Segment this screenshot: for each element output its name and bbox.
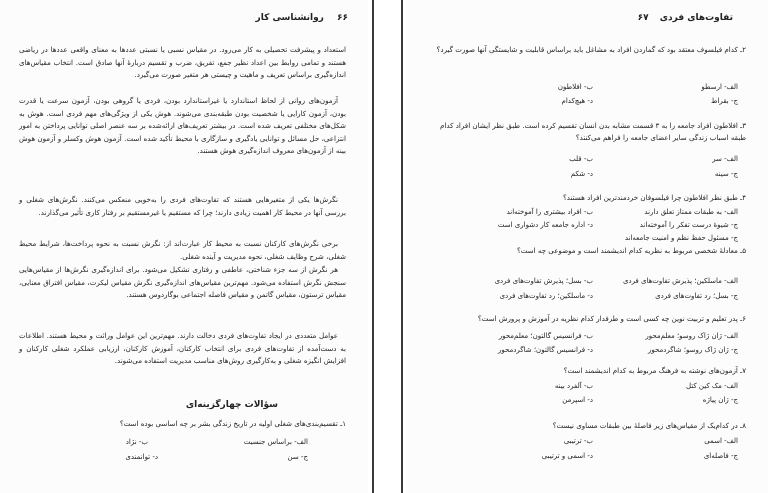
right-running-title: تفاوت‌های فردی — [659, 13, 733, 23]
option-a: الف- ژان ژاک روسو؛ معلم‌محور — [645, 332, 738, 340]
option-d: د- هیچ‌کدام — [561, 97, 593, 105]
option-a: الف- ارسطو — [701, 83, 738, 91]
option-d: د- توانمندی — [125, 453, 158, 461]
option-a: الف- به طبقات ممتاز تعلق دارند — [644, 208, 738, 216]
question-8: ۸ـ در کدام‌یک از مقیاس‌های زیر فاصلهٔ بین طبقات مساوی نیست؟ — [552, 421, 746, 430]
option-b: ب- قلب — [569, 155, 593, 163]
option-c: ج- بسل؛ رد تفاوت‌های فردی — [655, 292, 738, 300]
body-paragraph: عوامل متعددی در ایجاد تفاوت‌های فردی دخالت دارند. مهم‌ترین این عوامل وراثت و محیط هستند. اطلاعات به دست‌آمده از تفاوت‌های فردی برای انتخاب کارکنان، آموزش کارکنان، ارزیابی عملکرد شغلی کارکنان و افزایش انگیزه شغلی و به‌کارگیری روش‌های مناسب مدیریت استفاده می‌شوند. — [19, 331, 346, 365]
option-b: ب- افلاطون — [557, 83, 593, 91]
option-a: الف- اسمی — [704, 437, 738, 445]
body-paragraph: استعداد و پیشرفت تحصیلی به کار می‌رود. در مقیاس نسبی یا نسبتی عددها به معنای واقعی عددها در ریاضی هستند و تمامی روابط بین اعداد نظیر جمع، تفریق، ضرب و تقسیم دربارهٔ آنها صادق است. انتخاب مقیاس‌های اندازه‌گیری براساس تعریف و ماهیت و چیستی هر متغیر صورت می‌گیرد. — [19, 45, 346, 79]
body-paragraph: نگرش‌ها یکی از متغیرهایی هستند که تفاوت‌های فردی را به‌خوبی منعکس می‌کنند. نگرش‌های شغلی و بررسی آنها در محیط کار اهمیت زیادی دارند؛ چرا که مستقیم یا غیرمستقیم بر رفتار کاری تأثیر می‌گذارند. — [19, 195, 346, 217]
option-d: د- فرانسیس گالتون؛ شاگردمحور — [498, 346, 593, 354]
right-page-header — [638, 13, 733, 23]
option-b: ب- بسل؛ پذیرش تفاوت‌های فردی — [494, 277, 593, 285]
option-b: ب- آلفرد بینه — [554, 382, 593, 390]
question-4: ۴ـ طبق نظر افلاطون چرا فیلسوفان خردمندترین افراد هستند؟ — [563, 193, 746, 202]
question-7: ۷ـ آزمون‌های نوشته به فرهنگ مربوط به کدام اندیشمند است؟ — [563, 366, 746, 375]
left-running-title: روانشناسی کار — [255, 13, 324, 23]
section-title: سؤالات چهارگزینه‌ای — [185, 400, 278, 410]
option-b: ب- ترتیبی — [563, 437, 593, 445]
option-c: ج- شیوهٔ درست تفکر را آموخته‌اند — [639, 221, 738, 229]
option-d: د- اسپرمن — [562, 396, 593, 404]
option-d: د- اداره جامعه کار دشواری است — [497, 221, 593, 229]
option-e: ج- مسئول حفظ نظم و امنیت جامعه‌اند — [624, 234, 738, 242]
body-paragraph: برخی نگرش‌های کارکنان نسبت به محیط کار عبارت‌اند از: نگرش نسبت به نحوه پرداخت‌ها، شرایط محیط شغلی، شرح وظایف شغلی، نحوه مدیریت و آینده شغلی. — [19, 239, 346, 261]
question-3: ۳ـ افلاطون افراد جامعه را به ۳ قسمت مشابه بدن انسان تقسیم کرده است. طبق نظر ایشان افراد کدام طبقه اسباب زندگی سایر اعضای جامعه را فراهم می‌کنند؟ — [440, 121, 746, 143]
body-paragraph: آزمون‌های روانی از لحاظ استاندارد یا غیراستاندارد بودن، فردی یا گروهی بودن، آزمون سرعت یا قدرت بودن، آزمون کارایی یا شخصیت بودن طبقه‌بندی می‌شوند. هوش یکی از ویژگی‌های مهم فردی است. هوش به شکل‌های مختلفی تعریف شده است. در بیشتر تعریف‌های ارائه‌شده بر سه عنصر اصلی توانایی پرداختن به امور انتزاعی، حل مسائل و توانایی یادگیری و سازگاری با محیط تأکید شده است. آزمون هوش وکسلر و آزمون هوش بینه از آزمون‌های معروف اندازه‌گیری هوش هستند. — [19, 96, 346, 155]
question-6: ۶ـ پدر تعلیم و تربیت نوین چه کسی است و طرفدار کدام نظریه در آموزش و پرورش است؟ — [477, 314, 746, 323]
option-c: ج- سن — [287, 453, 308, 461]
left-page-number: ۶۶ — [337, 13, 348, 23]
option-b: ب- فرانسیس گالتون؛ معلم‌محور — [498, 332, 593, 340]
question-2: ۲ـ کدام فیلسوف معتقد بود که گماردن افراد به مشاغل باید براساس قابلیت و شایستگی آنها صورت گیرد؟ — [436, 45, 746, 54]
left-page — [0, 0, 368, 493]
option-d: د- شکم — [570, 170, 593, 178]
option-a: الف- ماسلکین؛ پذیرش تفاوت‌های فردی — [622, 277, 738, 285]
option-a: الف- مک کین کتل — [685, 382, 738, 390]
option-a: الف- براساس جنسیت — [243, 438, 308, 446]
question-5: ۵ـ معادلهٔ شخصی مربوط به نظریه کدام اندیشمند است و موضوعی چه است؟ — [516, 246, 746, 255]
option-c: ج- ژان ژاک روسو؛ شاگردمحور — [647, 346, 738, 354]
option-c: ج- فاصله‌ای — [703, 452, 738, 460]
option-c: ج- سینه — [714, 170, 738, 178]
page-edge-line — [401, 0, 403, 493]
right-page-number: ۶۷ — [637, 13, 649, 23]
option-d: د- ماسلکین؛ رد تفاوت‌های فردی — [499, 292, 593, 300]
right-page — [407, 0, 768, 493]
option-a: الف- سر — [712, 155, 738, 163]
question-1: ۱ـ تقسیم‌بندی‌های شغلی اولیه در تاریخ زندگی بشر بر چه اساسی بوده است؟ — [119, 419, 346, 428]
option-b: ب- نژاد — [125, 438, 148, 446]
book-gutter — [368, 0, 407, 493]
option-d: د- اسمی و ترتیبی — [541, 452, 593, 460]
option-c: ج- ژان پیاژه — [702, 396, 738, 404]
page-edge-line — [372, 0, 374, 493]
option-b: ب- افراد بیشتری را آموخته‌اند — [506, 208, 593, 216]
left-page-header — [256, 13, 348, 23]
body-paragraph: هر نگرش از سه جزء شناختی، عاطفی و رفتاری تشکیل می‌شود. برای اندازه‌گیری نگرش‌ها از مقیاس‌هایی سنجش نگرش استفاده می‌شود. مهم‌ترین مقیاس‌های اندازه‌گیری نگرش مقیاس لیکرت، مقیاس افتراق معنایی، مقیاس ترستون، مقیاس گاتمن و مقیاس فاصله اجتماعی بوگاردوس هستند. — [19, 265, 346, 299]
option-c: ج- بقراط — [710, 97, 738, 105]
